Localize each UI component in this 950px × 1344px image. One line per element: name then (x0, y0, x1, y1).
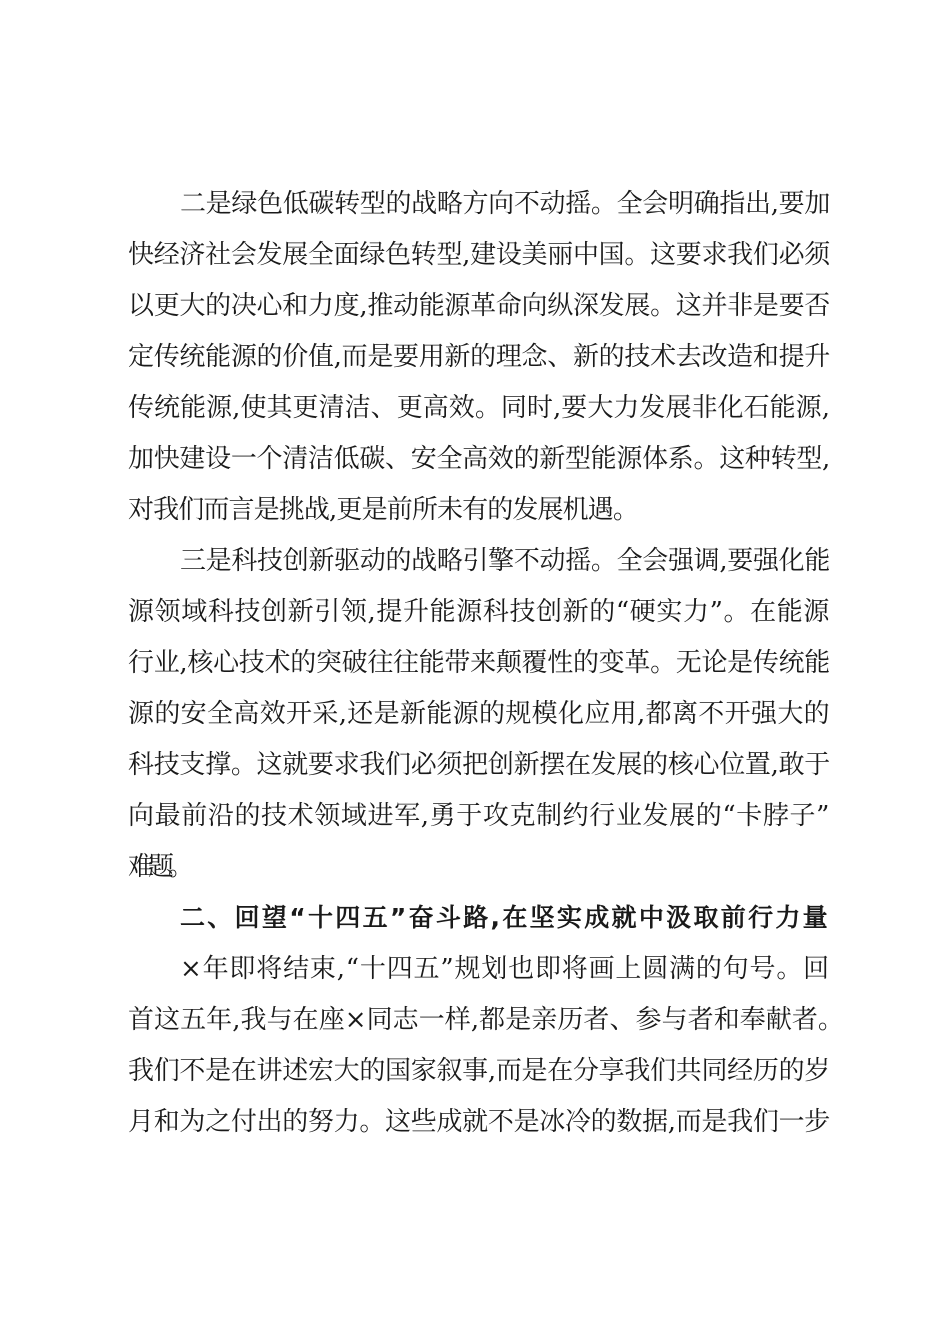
paragraph-line (0, 1098, 950, 1146)
line-text: 行业,核心技术的突破往往能带来颠覆性的变革。无论是传统能 (128, 648, 830, 678)
paragraph-line (0, 282, 950, 330)
paragraph-line (0, 639, 950, 687)
line-text: 我们不是在讲述宏大的国家叙事,而是在分享我们共同经历的岁 (128, 1056, 830, 1086)
paragraph-line (0, 486, 950, 534)
line-text: 向最前沿的技术领域进军,勇于攻克制约行业发展的“卡脖子” (128, 801, 830, 831)
line-text: 三是科技创新驱动的战略引擎不动摇。全会强调,要强化能 (180, 546, 830, 576)
line-text: 加快建设一个清洁低碳、安全高效的新型能源体系。这种转型, (128, 444, 830, 474)
paragraph-line (0, 588, 950, 636)
line-text: 快经济社会发展全面绿色转型,建设美丽中国。这要求我们必须 (128, 240, 830, 270)
paragraph-line (0, 1047, 950, 1095)
heading-text: 二、回望“十四五”奋斗路,在坚实成就中汲取前行力量 (180, 903, 830, 932)
line-text: 源的安全高效开采,还是新能源的规模化应用,都离不开强大的 (128, 699, 830, 729)
line-text: 首这五年,我与在座×同志一样,都是亲历者、参与者和奉献者。 (128, 1005, 844, 1035)
paragraph-line (0, 792, 950, 840)
line-text: 难题。 (128, 852, 189, 882)
paragraph-line (0, 180, 950, 228)
paragraph-line (0, 384, 950, 432)
paragraph-line (0, 435, 950, 483)
line-text: 对我们而言是挑战,更是前所未有的发展机遇。 (128, 495, 638, 525)
paragraph-line (0, 741, 950, 789)
paragraph-line (0, 537, 950, 585)
line-text: 科技支撑。这就要求我们必须把创新摆在发展的核心位置,敢于 (128, 750, 830, 780)
section-heading (0, 894, 950, 942)
line-text: 传统能源,使其更清洁、更高效。同时,要大力发展非化石能源, (128, 393, 830, 423)
line-text: 定传统能源的价值,而是要用新的理念、新的技术去改造和提升 (128, 342, 830, 372)
line-text: 月和为之付出的努力。这些成就不是冰冷的数据,而是我们一步 (128, 1107, 830, 1137)
line-text: ×年即将结束,“十四五”规划也即将画上圆满的句号。回 (180, 954, 830, 984)
paragraph-line (0, 996, 950, 1044)
paragraph-line (0, 843, 950, 891)
line-text: 源领域科技创新引领,提升能源科技创新的“硬实力”。在能源 (128, 597, 830, 627)
paragraph-line (0, 333, 950, 381)
line-text: 以更大的决心和力度,推动能源革命向纵深发展。这并非是要否 (128, 291, 830, 321)
line-text: 二是绿色低碳转型的战略方向不动摇。全会明确指出,要加 (180, 189, 830, 219)
paragraph-line (0, 945, 950, 993)
paragraph-line (0, 690, 950, 738)
paragraph-line (0, 231, 950, 279)
